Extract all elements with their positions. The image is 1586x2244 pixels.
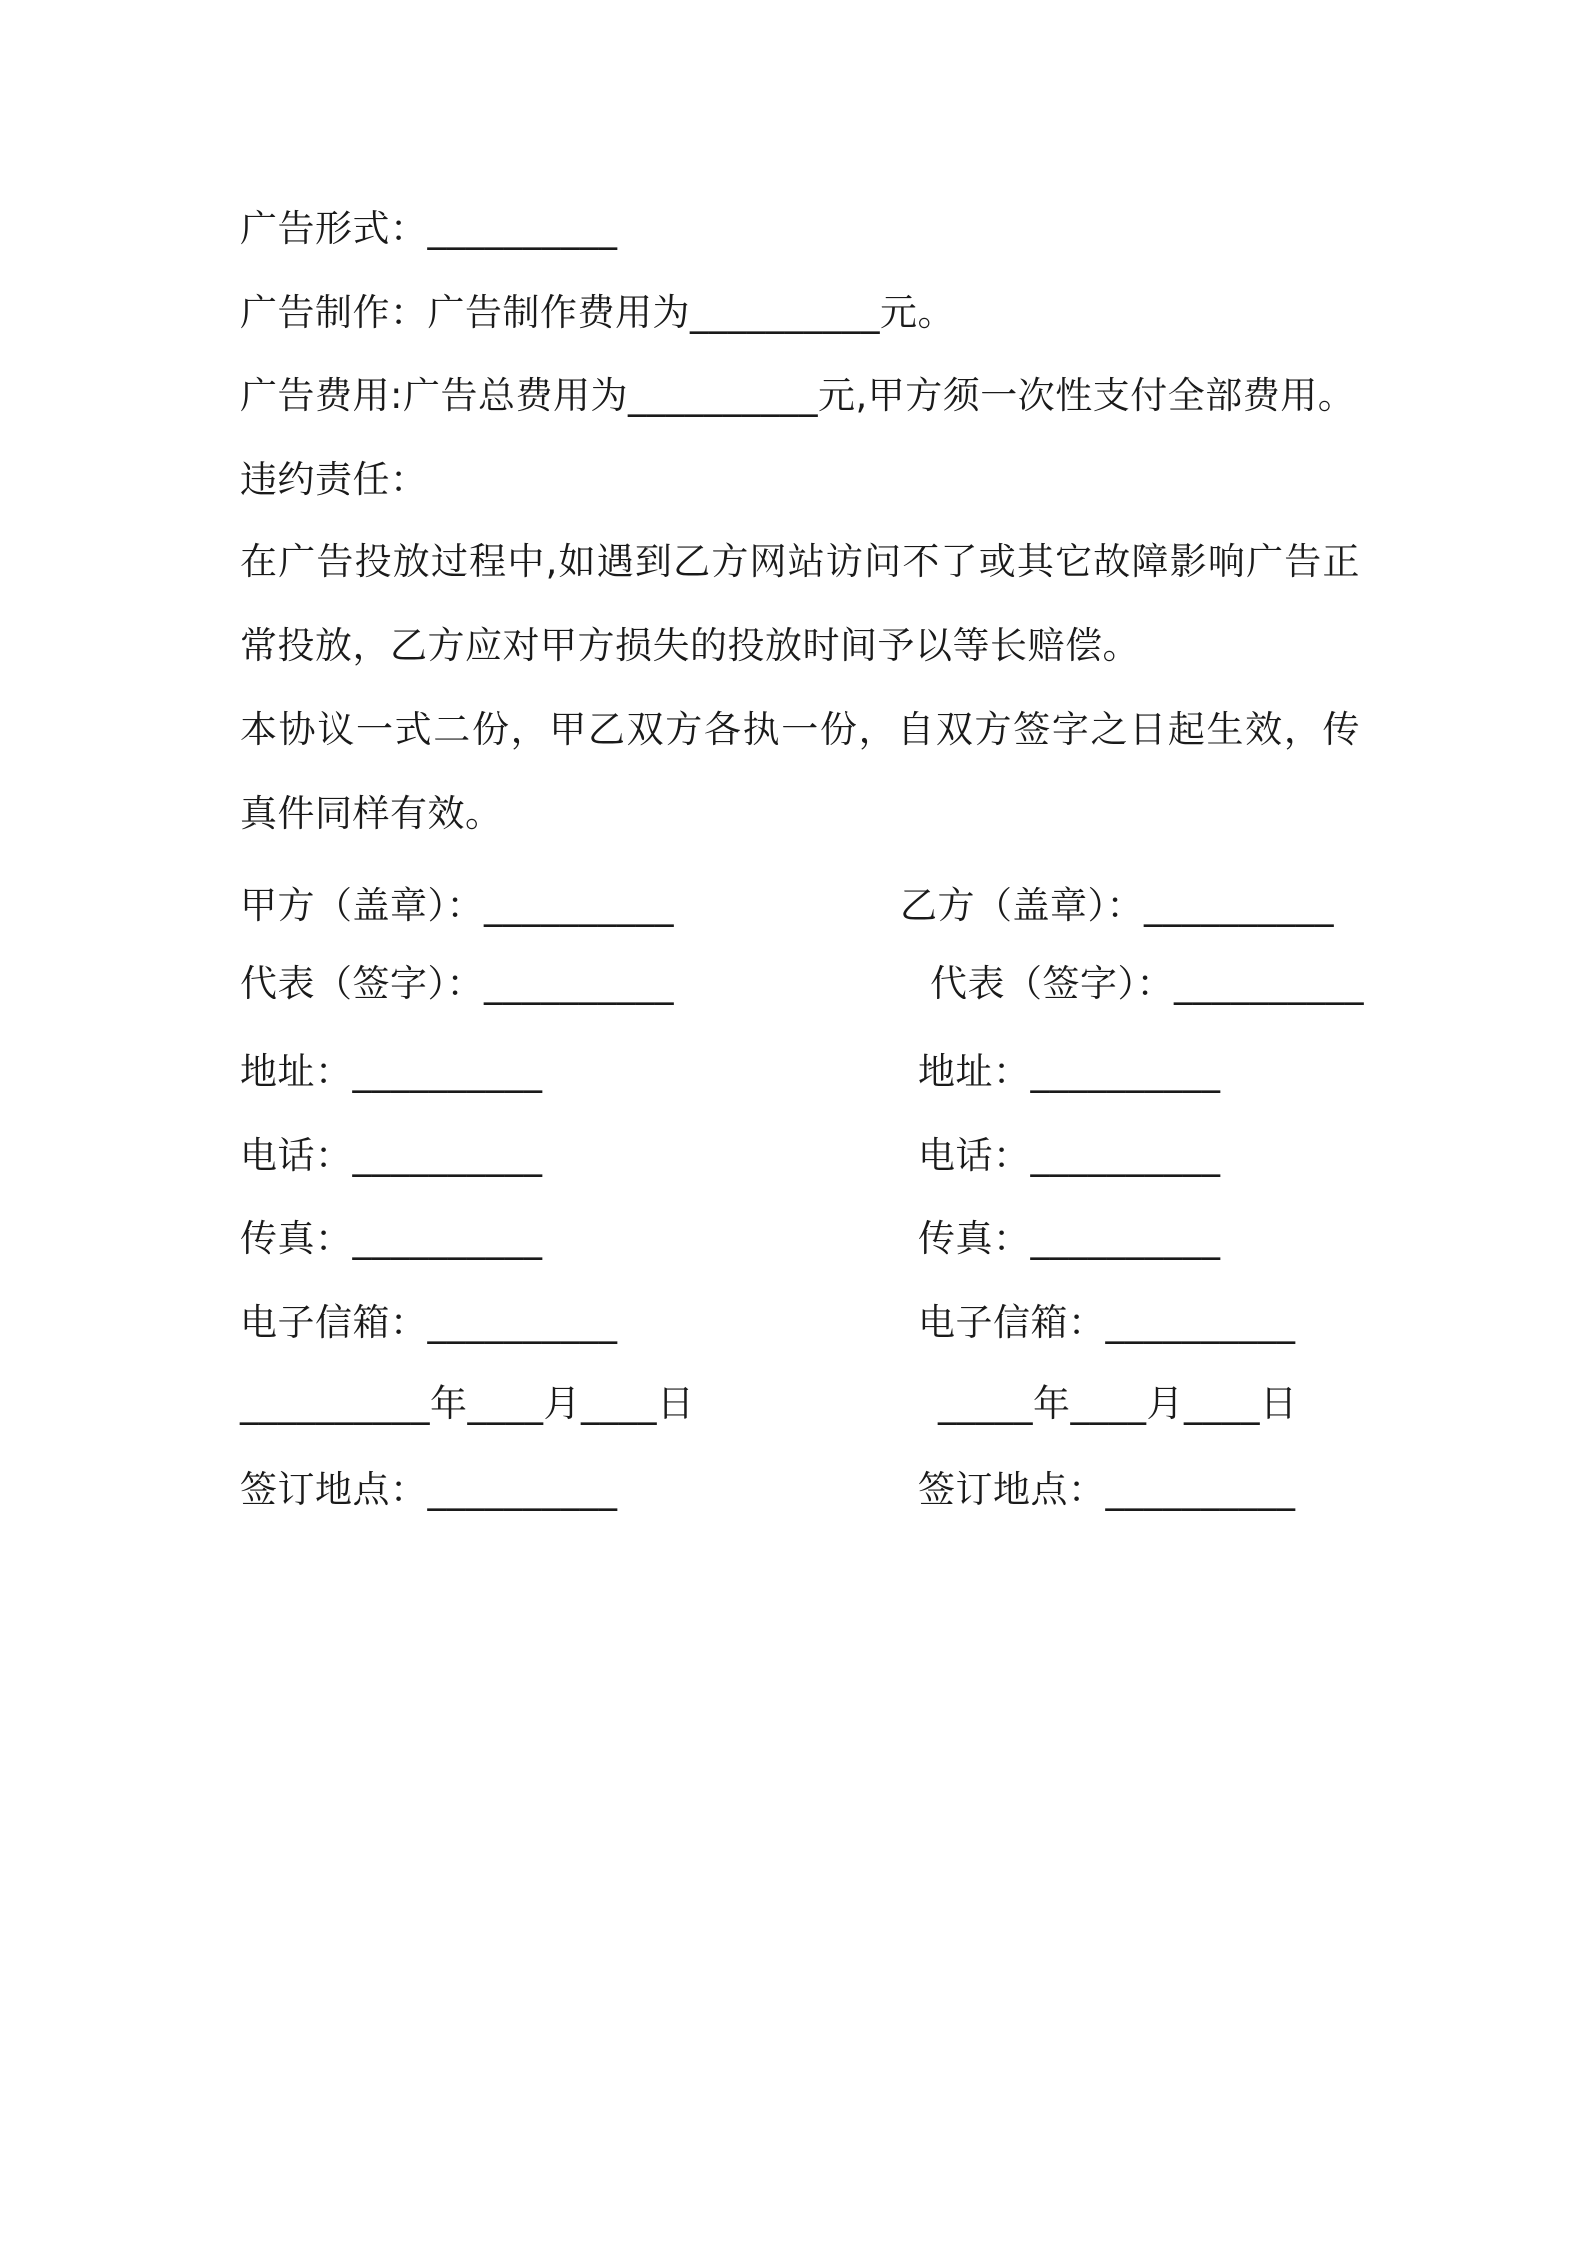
party-b-date: _____年____月____日 <box>938 1382 1298 1425</box>
party-b-seal: 乙方（盖章）：__________ <box>900 884 1334 927</box>
party-b-place: 签订地点：__________ <box>918 1468 1296 1511</box>
party-a-date: __________年____月____日 <box>240 1382 695 1425</box>
party-a-fax: 传真：__________ <box>240 1217 543 1260</box>
party-b-fax: 传真：__________ <box>918 1217 1221 1260</box>
party-b-phone: 电话：__________ <box>918 1134 1221 1177</box>
ad-fee-line: 广告费用:广告总费用为__________元,甲方须一次性支付全部费用。 <box>240 374 1356 417</box>
party-b-representative: 代表（签字）：__________ <box>930 962 1364 1005</box>
breach-paragraph: 在广告投放过程中,如遇到乙方网站访问不了或其它故障影响广告正常投放，乙方应对甲方损失的投放时间予以等长赔偿。 <box>240 540 1360 667</box>
party-a-email: 电子信箱：__________ <box>240 1301 618 1344</box>
party-a-address: 地址：__________ <box>240 1050 543 1093</box>
breach-title: 违约责任： <box>240 458 428 501</box>
party-b-email: 电子信箱：__________ <box>918 1301 1296 1344</box>
validity-paragraph: 本协议一式二份，甲乙双方各执一份，自双方签字之日起生效，传真件同样有效。 <box>240 708 1360 835</box>
ad-production-line: 广告制作：广告制作费用为__________元。 <box>240 291 955 334</box>
party-b-address: 地址：__________ <box>918 1050 1221 1093</box>
ad-form-line: 广告形式：__________ <box>240 207 618 250</box>
party-a-representative: 代表（签字）：__________ <box>240 962 674 1005</box>
party-a-phone: 电话：__________ <box>240 1134 543 1177</box>
party-a-place: 签订地点：__________ <box>240 1468 618 1511</box>
party-a-seal: 甲方（盖章）：__________ <box>240 884 674 927</box>
